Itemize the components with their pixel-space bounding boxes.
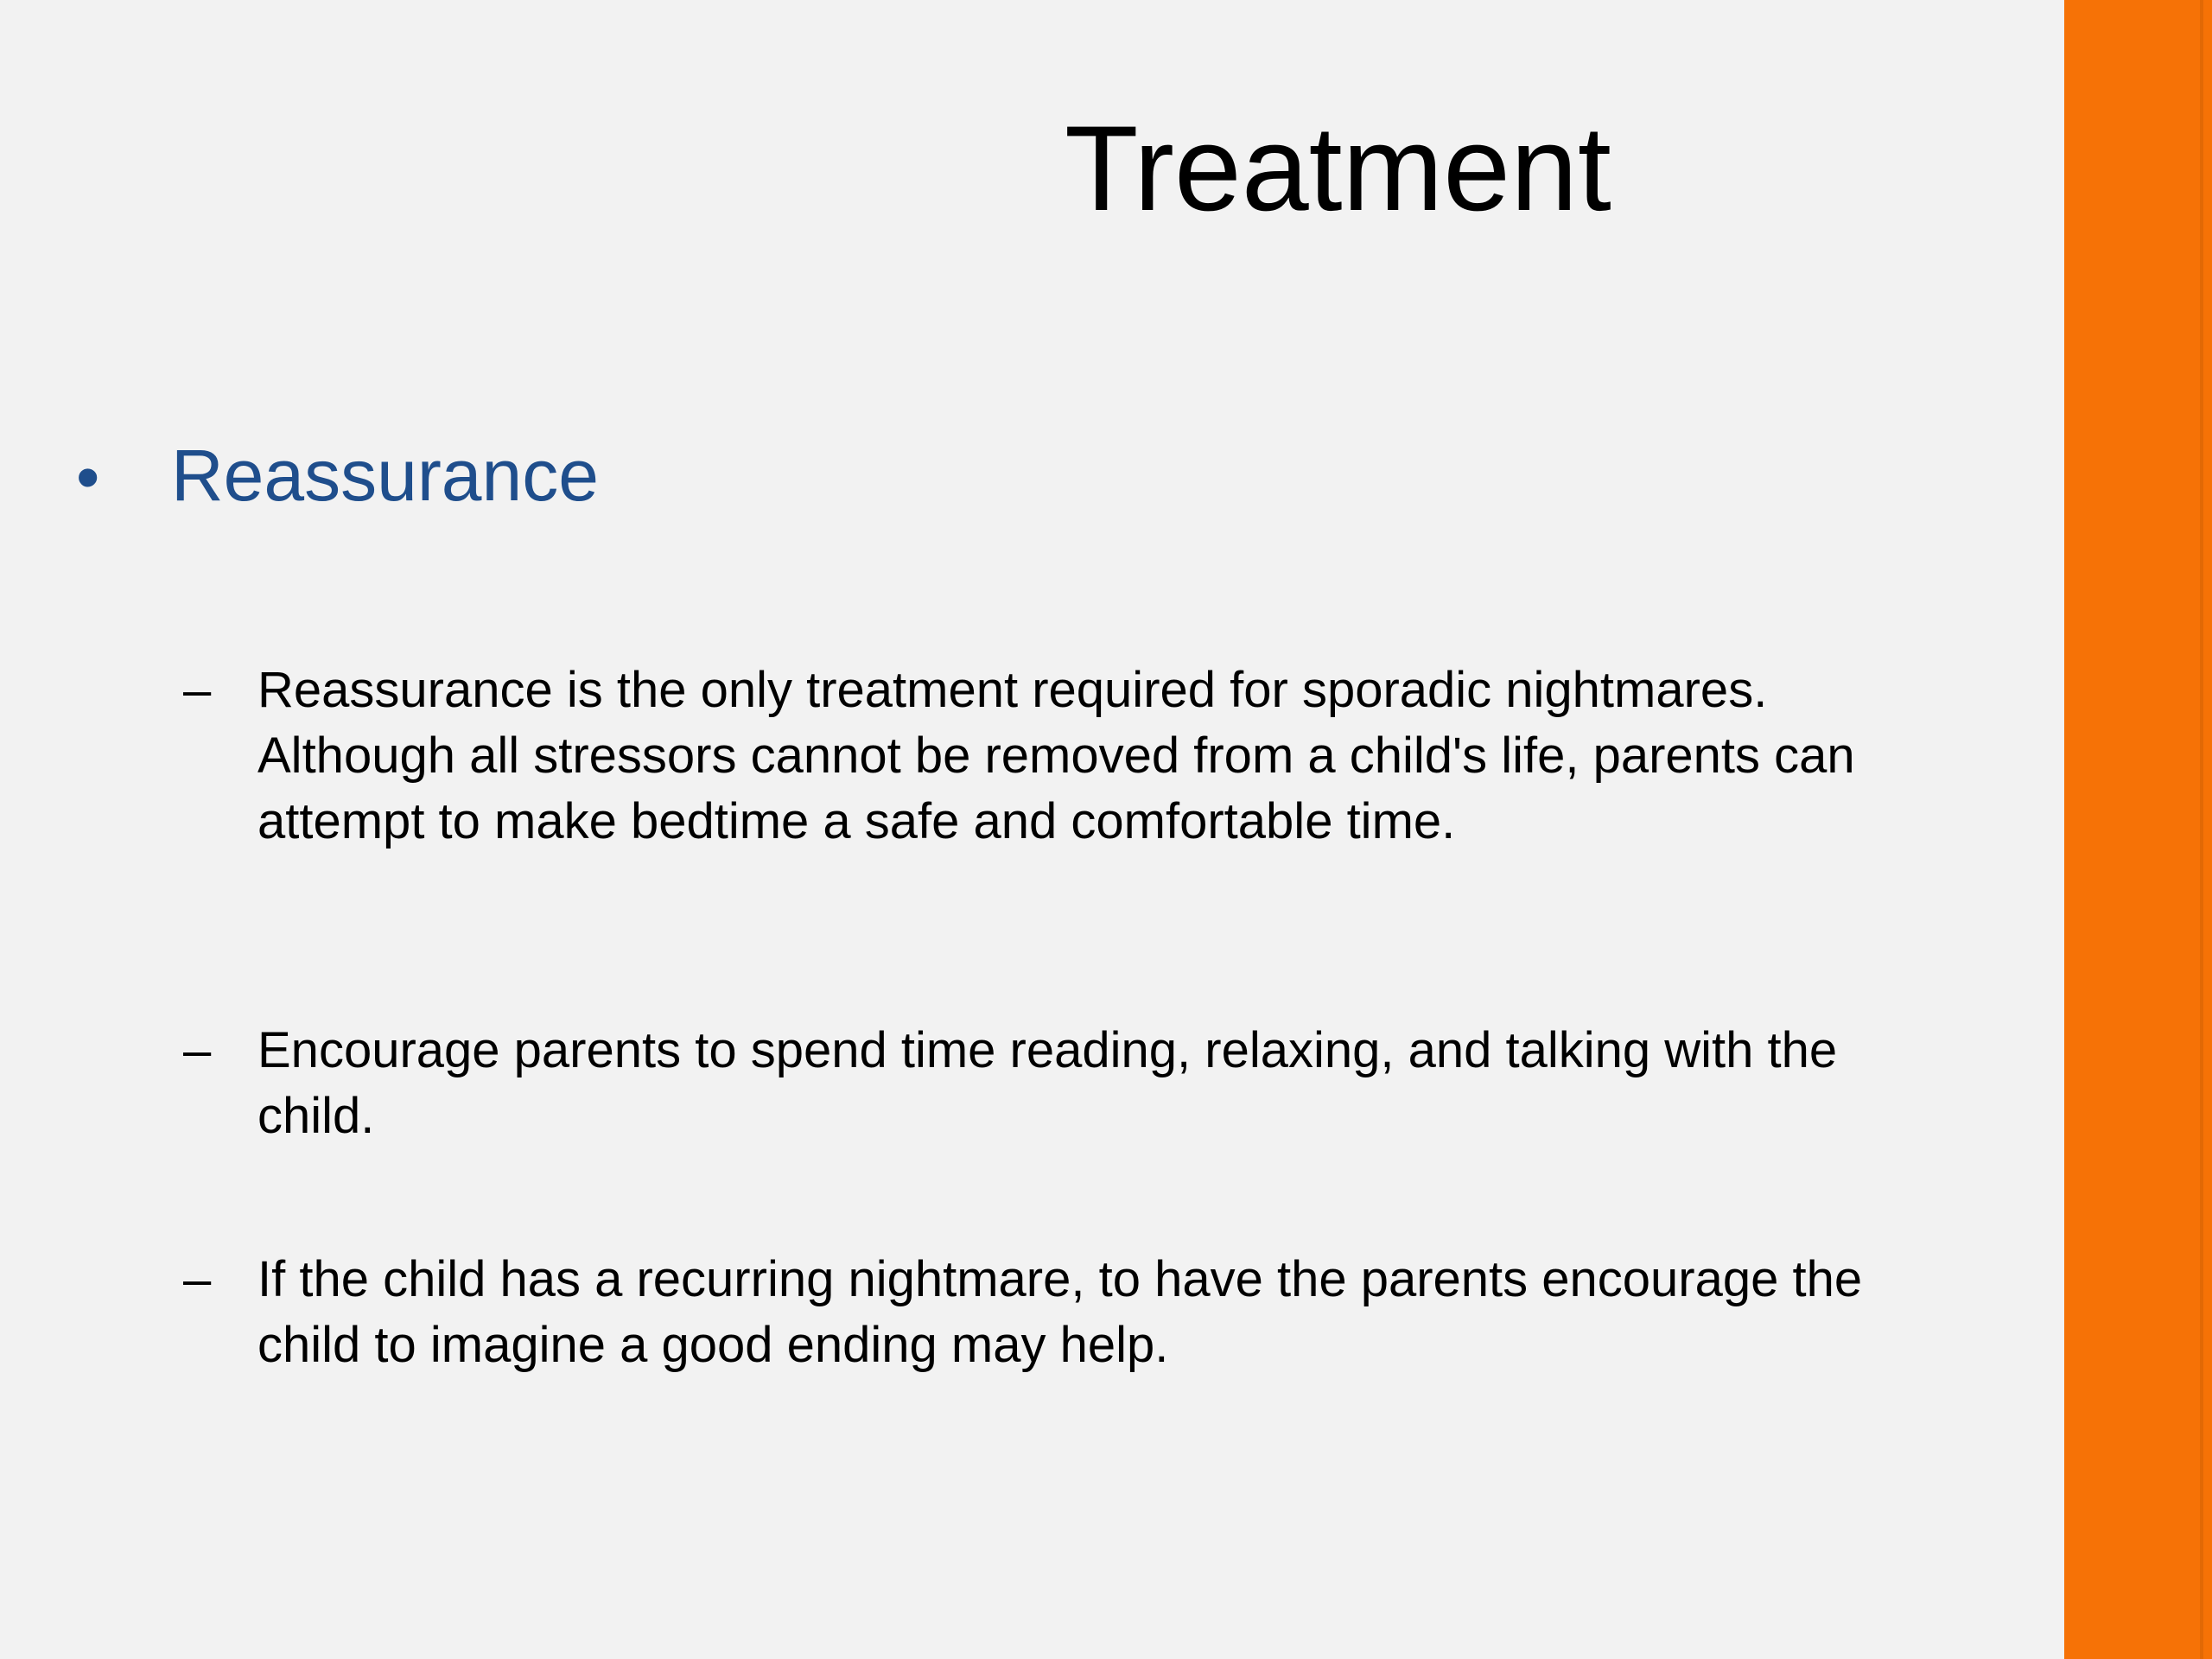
sub-point-text: If the child has a recurring nightmare, to have the parents encourage the child to imagine a good ending may help. bbox=[257, 1251, 1863, 1373]
bullet-marker: • bbox=[76, 439, 100, 515]
dash-marker: – bbox=[183, 1251, 212, 1307]
sub-point-2 bbox=[183, 1018, 1916, 1149]
accent-bar-edge bbox=[2200, 0, 2203, 1659]
sub-point-1 bbox=[183, 658, 1916, 855]
sub-point-3 bbox=[183, 1247, 1916, 1378]
bullet-reassurance bbox=[76, 432, 599, 519]
sub-point-text: Encourage parents to spend time reading, relaxing, and talking with the child. bbox=[257, 1022, 1838, 1144]
dash-marker: – bbox=[183, 1022, 212, 1078]
sub-point-text: Reassurance is the only treatment required for sporadic nightmares. Although all stressors cannot be removed from a child's life, parents can attempt to make bedtime a safe and comfortable time. bbox=[257, 662, 1855, 849]
dash-marker: – bbox=[183, 662, 212, 718]
accent-bar bbox=[2064, 0, 2212, 1659]
bullet-text: Reassurance bbox=[171, 435, 599, 516]
slide-title: Treatment bbox=[1065, 100, 1611, 236]
